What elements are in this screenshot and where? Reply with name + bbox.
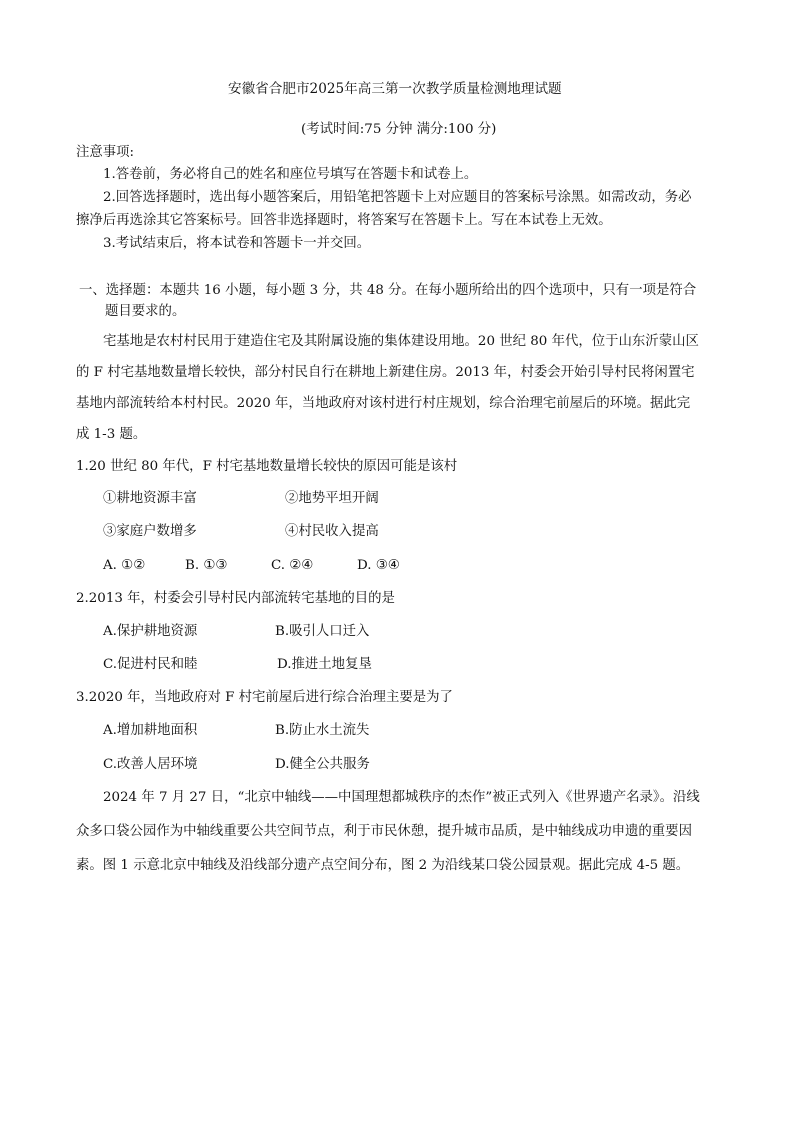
question-3-option-c: C.改善人居环境 [103,757,198,772]
question-2-option-c: C.促进村民和睦 [103,657,198,672]
passage-1-line-3: 基地内部流转给本村村民。2020 年，当地政府对该村进行村庄规划，综合治理宅前屋后的环境。据此完 [76,396,691,411]
question-2-option-a: A.保护耕地资源 [103,624,198,639]
question-3-option-d: D.健全公共服务 [275,757,370,772]
passage-2-line-2: 众多口袋公园作为中轴线重要公共空间节点，利于市民休憩，提升城市品质，是中轴线成功申遗的重要因 [76,824,692,839]
question-1-statement-4: ④村民收入提高 [285,524,379,539]
notice-item-2-line-2: 擦净后再选涂其它答案标号。回答非选择题时，将答案写在答题卡上。写在本试卷上无效。 [76,213,612,228]
passage-1-line-4: 成 1-3 题。 [76,427,147,442]
question-1-option-c: C. ②④ [271,558,314,573]
question-3-option-a: A.增加耕地面积 [103,723,198,738]
section-heading-line-1: 一、选择题：本题共 16 小题，每小题 3 分，共 48 分。在每小题所给出的四个选项中，只有一项是符合 [79,283,697,298]
passage-1-line-2: 的 F 村宅基地数量增长较快，部分村民自行在耕地上新建住房。2013 年，村委会开始引导村民将闲置宅 [76,365,695,380]
notice-item-1: 1.答卷前，务必将自己的姓名和座位号填写在答题卡和试卷上。 [103,167,478,182]
notice-item-3: 3.考试结束后，将本试卷和答题卡一并交回。 [103,236,371,251]
question-1-statement-2: ②地势平坦开阔 [285,491,379,506]
notice-item-2-line-1: 2.回答选择题时，选出每小题答案后，用铅笔把答题卡上对应题目的答案标号涂黑。如需改动，务必 [103,190,692,205]
question-2-option-d: D.推进土地复垦 [277,657,372,672]
question-1-option-b: B. ①③ [185,558,228,573]
exam-info: (考试时间:75 分钟 满分:100 分) [301,122,497,137]
question-3-option-b: B.防止水土流失 [275,723,370,738]
question-1-statement-1: ①耕地资源丰富 [103,491,197,506]
page-title: 安徽省合肥市2025年高三第一次教学质量检测地理试题 [228,81,562,97]
question-3-stem: 3.2020 年，当地政府对 F 村宅前屋后进行综合治理主要是为了 [76,690,453,705]
passage-1-line-1: 宅基地是农村村民用于建造住宅及其附属设施的集体建设用地。20 世纪 80 年代，位于山东沂蒙山区 [103,334,699,349]
question-2-stem: 2.2013 年，村委会引导村民内部流转宅基地的目的是 [76,591,395,606]
question-1-option-d: D. ③④ [357,558,400,573]
question-1-option-a: A. ①② [103,558,146,573]
question-2-option-b: B.吸引人口迁入 [275,624,370,639]
question-1-stem: 1.20 世纪 80 年代，F 村宅基地数量增长较快的原因可能是该村 [76,459,458,474]
passage-2-line-3: 素。图 1 示意北京中轴线及沿线部分遗产点空间分布，图 2 为沿线某口袋公园景观。据此完成 4-5 题。 [76,858,690,873]
question-1-statement-3: ③家庭户数增多 [103,524,197,539]
passage-2-line-1: 2024 年 7 月 27 日，“北京中轴线——中国理想都城秩序的杰作”被正式列入《世界遗产名录》。沿线 [103,790,700,805]
section-heading-line-2: 题目要求的。 [105,304,186,319]
notice-heading: 注意事项: [76,145,135,160]
